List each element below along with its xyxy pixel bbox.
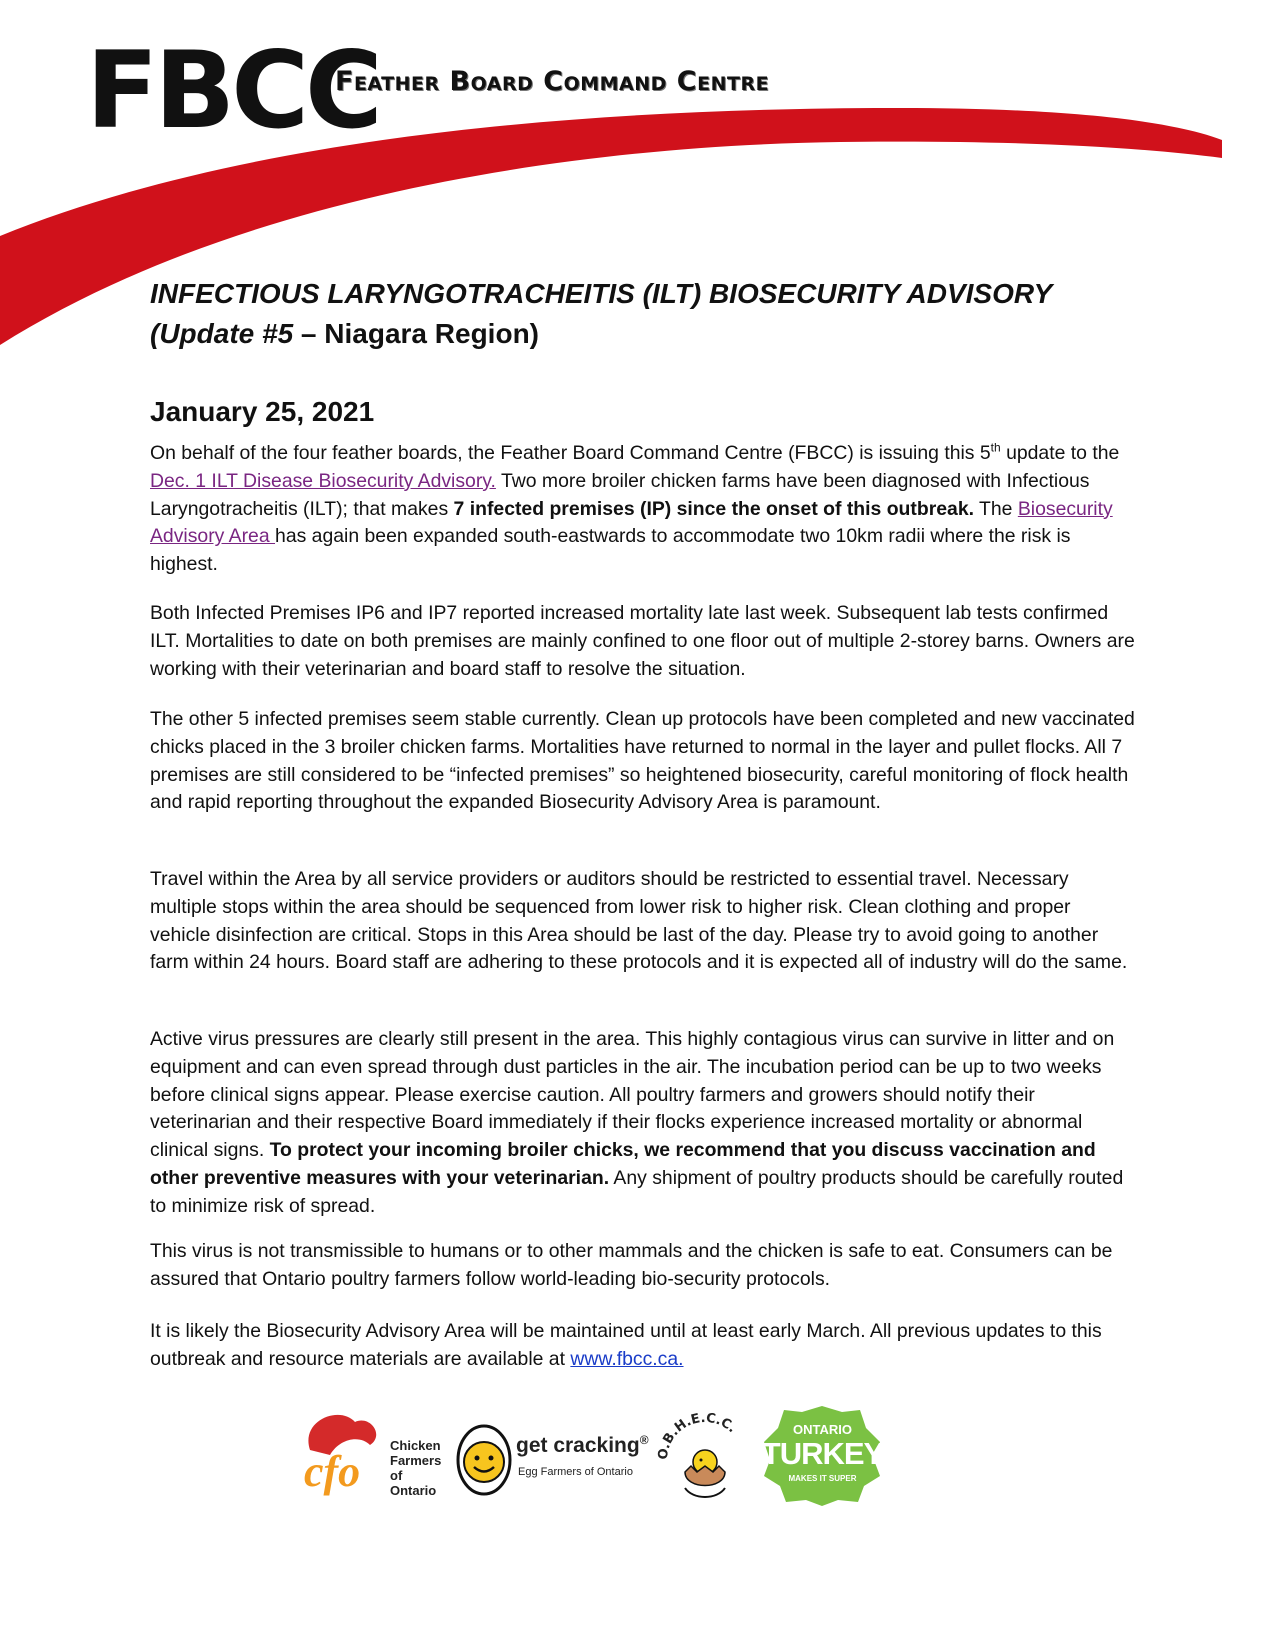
ontario-turkey-logo [760,1402,885,1507]
p1-text-1: On behalf of the four feather boards, the Feather Board Command Centre (FBCC) is issuing this 5 [150,442,991,464]
p5-text-2: Any shipment of poultry products should be carefully routed to minimize risk of spread. [150,1166,1124,1217]
title-update-number: (Update #5 [150,318,294,349]
partner-logos [300,1410,940,1570]
obhecc-text: O.B.H.E.C.C. [655,1410,740,1461]
smiling-egg-icon [452,1418,516,1498]
paragraph-7 [150,1318,1135,1374]
dec1-advisory-link[interactable]: Dec. 1 ILT Disease Biosecurity Advisory. [150,469,496,492]
turkey-sub-text: MAKES IT SUPER [788,1474,857,1483]
title-line-1: INFECTIOUS LARYNGOTRACHEITIS (ILT) BIOSECURITY ADVISORY [150,278,1053,309]
turkey-main-text: TURKEY [761,1436,884,1471]
obhecc-logo [655,1410,755,1510]
advisory-title [150,274,1150,354]
paragraph-6: This virus is not transmissible to humans or to other mammals and the chicken is safe to eat. Consumers can be assured that Ontario poultry farmers follow world-leading bio-security protocols. [150,1240,1113,1290]
fbcc-website-link[interactable]: www.fbcc.ca. [570,1347,684,1370]
p7-text: It is likely the Biosecurity Advisory Area will be maintained until at least early March. All previous updates to this outbreak and resource materials are available at [150,1320,1102,1370]
paragraph-4: Travel within the Area by all service providers or auditors should be restricted to essential travel. Necessary multiple stops within the area should be sequenced from lower risk to higher risk. Clean clothing and proper vehicle disinfection are critical. Stops in this Area should be last of the day. Please try to avoid going to another farm within 24 hours. Board staff are adhering to these protocols and it is expected all of industry will do the same. [150,868,1128,974]
cfo-line-1: Chicken [390,1438,441,1453]
org-name: Feather Board Command Centre [335,66,770,97]
p1-text-3: Two more broiler chicken farms have been diagnosed with Infectious Laryngotracheitis (ILT); that makes [150,469,1090,520]
advisory-date: January 25, 2021 [150,396,375,427]
title-region: – Niagara Region) [293,318,539,349]
p1-text-4: The [974,497,1018,520]
paragraph-1 [150,440,1135,579]
get-cracking-main: get cracking [516,1434,640,1457]
p1-text-5: has again been expanded south-eastwards to accommodate two 10km radii where the risk is highest. [150,525,1071,576]
p5-bold: To protect your incoming broiler chicks, we recommend that you discuss vaccination and other preventive measures with your veterinarian. [150,1139,1096,1189]
p1-sup: th [990,440,1001,455]
get-cracking-text [516,1434,649,1458]
cfo-line-3: of Ontario [390,1468,437,1498]
paragraph-2: Both Infected Premises IP6 and IP7 reported increased mortality late last week. Subsequent lab tests confirmed ILT. Mortalities to date on both premises are mainly confined to one floor out of multiple 2-storey barns. Owners are working with their veterinarian and board staff to resolve the situation. [150,602,1135,680]
registered-mark: ® [639,1433,649,1447]
chick-in-egg-icon [655,1410,755,1510]
advisory-area-link[interactable]: Biosecurity Advisory Area [150,497,1113,548]
egg-farmers-subtext: Egg Farmers of Ontario [518,1466,633,1478]
p1-bold: 7 infected premises (IP) since the onset of this outbreak. [453,497,974,520]
cfo-text [390,1438,450,1498]
cfo-line-2: Farmers [390,1453,442,1468]
fbcc-logo: FBCC [86,29,379,152]
cfo-logo [300,1410,450,1510]
paragraph-3: The other 5 infected premises seem stable currently. Clean up protocols have been completed and new vaccinated chicks placed in the 3 broiler chicken farms. Mortalities have returned to normal in the layer and pullet flocks. All 7 premises are still considered to be “infected premises” so heightened biosecurity, careful monitoring of flock health and rapid reporting throughout the expanded Biosecurity Advisory Area is paramount. [150,708,1135,814]
egg-farmers-logo [452,1418,657,1508]
turkey-top-text: ONTARIO [793,1422,852,1437]
cfo-mark: cfo [304,1447,361,1496]
paragraph-5 [150,1026,1135,1221]
p1-text-2: update to the [1000,442,1120,464]
p5-text-1: Active virus pressures are clearly still present in the area. This highly contagious virus can survive in litter and on equipment and can even spread through dust particles in the air. The incubation period can be up to two weeks before clinical signs appear. Please exercise caution. All poultry farmers and growers should notify their veterinarian and their respective Board immediately if their flocks experience increased mortality or abnormal clinical signs. [150,1028,1115,1162]
